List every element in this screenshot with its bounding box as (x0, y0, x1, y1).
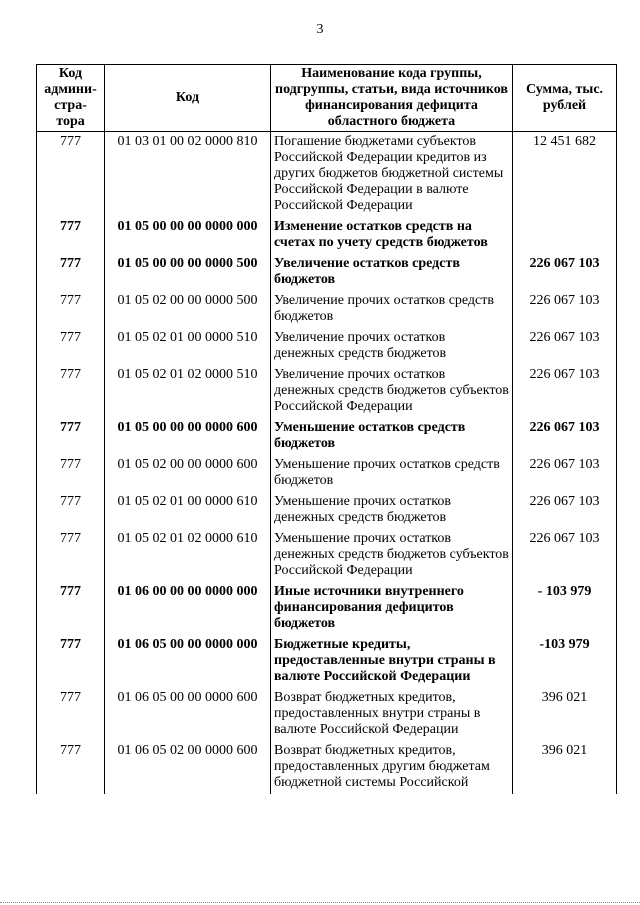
table-row (37, 582, 617, 635)
row-code: 01 05 02 00 00 0000 500 (105, 291, 271, 328)
table-header-row (37, 65, 617, 132)
row-name: Возврат бюджетных кредитов, предоставленных другим бюджетам бюджетной системы Российской (271, 741, 513, 794)
row-admin-code: 777 (37, 492, 105, 529)
row-code: 01 06 05 02 00 0000 600 (105, 741, 271, 794)
row-name: Увеличение прочих остатков средств бюджетов (271, 291, 513, 328)
header-name: Наименование кода группы, подгруппы, статьи, вида источников финансирования дефицита областного бюджета (271, 65, 513, 132)
row-sum: 226 067 103 (513, 254, 617, 291)
row-code: 01 05 00 00 00 0000 500 (105, 254, 271, 291)
row-name: Увеличение прочих остатков денежных средств бюджетов (271, 328, 513, 365)
row-admin-code: 777 (37, 529, 105, 582)
table-row (37, 741, 617, 794)
row-admin-code: 777 (37, 254, 105, 291)
row-code: 01 05 02 01 00 0000 510 (105, 328, 271, 365)
row-admin-code: 777 (37, 455, 105, 492)
page-number: 3 (316, 22, 324, 37)
row-name: Иные источники внутреннего финансирования дефицитов бюджетов (271, 582, 513, 635)
table-row (37, 217, 617, 254)
row-code: 01 05 02 00 00 0000 600 (105, 455, 271, 492)
row-name: Уменьшение прочих остатков денежных средств бюджетов (271, 492, 513, 529)
table-row (37, 254, 617, 291)
row-sum: 226 067 103 (513, 492, 617, 529)
row-admin-code: 777 (37, 582, 105, 635)
row-admin-code: 777 (37, 132, 105, 218)
table-row (37, 365, 617, 418)
row-name: Бюджетные кредиты, предоставленные внутри страны в валюте Российской Федерации (271, 635, 513, 688)
page-bottom-rule (0, 902, 640, 903)
row-sum: - 103 979 (513, 582, 617, 635)
row-admin-code: 777 (37, 688, 105, 741)
row-admin-code: 777 (37, 741, 105, 794)
row-sum: 226 067 103 (513, 291, 617, 328)
row-code: 01 05 02 01 02 0000 610 (105, 529, 271, 582)
table-row (37, 328, 617, 365)
header-code: Код (105, 65, 271, 132)
row-sum: 226 067 103 (513, 455, 617, 492)
row-name: Уменьшение прочих остатков средств бюджетов (271, 455, 513, 492)
row-admin-code: 777 (37, 365, 105, 418)
row-code: 01 06 05 00 00 0000 000 (105, 635, 271, 688)
row-name: Увеличение остатков средств бюджетов (271, 254, 513, 291)
row-name: Изменение остатков средств на счетах по учету средств бюджетов (271, 217, 513, 254)
row-sum: 226 067 103 (513, 365, 617, 418)
row-sum: 12 451 682 (513, 132, 617, 218)
row-admin-code: 777 (37, 418, 105, 455)
row-code: 01 05 00 00 00 0000 600 (105, 418, 271, 455)
table-row (37, 455, 617, 492)
row-name: Увеличение прочих остатков денежных средств бюджетов субъектов Российской Федерации (271, 365, 513, 418)
row-admin-code: 777 (37, 291, 105, 328)
row-admin-code: 777 (37, 635, 105, 688)
row-name: Возврат бюджетных кредитов, предоставленных внутри страны в валюте Российской Федерации (271, 688, 513, 741)
table-row (37, 418, 617, 455)
row-code: 01 03 01 00 02 0000 810 (105, 132, 271, 218)
row-sum: 226 067 103 (513, 328, 617, 365)
row-sum: 396 021 (513, 741, 617, 794)
table-row (37, 492, 617, 529)
row-sum: 226 067 103 (513, 529, 617, 582)
table-row (37, 291, 617, 328)
row-name: Уменьшение остатков средств бюджетов (271, 418, 513, 455)
row-code: 01 05 02 01 02 0000 510 (105, 365, 271, 418)
row-sum: 396 021 (513, 688, 617, 741)
row-sum: -103 979 (513, 635, 617, 688)
row-code: 01 06 00 00 00 0000 000 (105, 582, 271, 635)
row-sum (513, 217, 617, 254)
table-row (37, 132, 617, 218)
row-name: Уменьшение прочих остатков денежных средств бюджетов субъектов Российской Федерации (271, 529, 513, 582)
row-sum: 226 067 103 (513, 418, 617, 455)
table-body (37, 132, 617, 795)
header-admin-code: Код админи-стра-тора (37, 65, 105, 132)
row-admin-code: 777 (37, 217, 105, 254)
budget-sources-table (36, 64, 617, 794)
row-code: 01 05 00 00 00 0000 000 (105, 217, 271, 254)
table-row (37, 529, 617, 582)
row-admin-code: 777 (37, 328, 105, 365)
row-code: 01 05 02 01 00 0000 610 (105, 492, 271, 529)
table-row (37, 635, 617, 688)
row-name: Погашение бюджетами субъектов Российской Федерации кредитов из других бюджетов бюджетной системы Российской Федерации в валюте Российской Федерации (271, 132, 513, 218)
header-sum: Сумма, тыс. рублей (513, 65, 617, 132)
row-code: 01 06 05 00 00 0000 600 (105, 688, 271, 741)
table-row (37, 688, 617, 741)
